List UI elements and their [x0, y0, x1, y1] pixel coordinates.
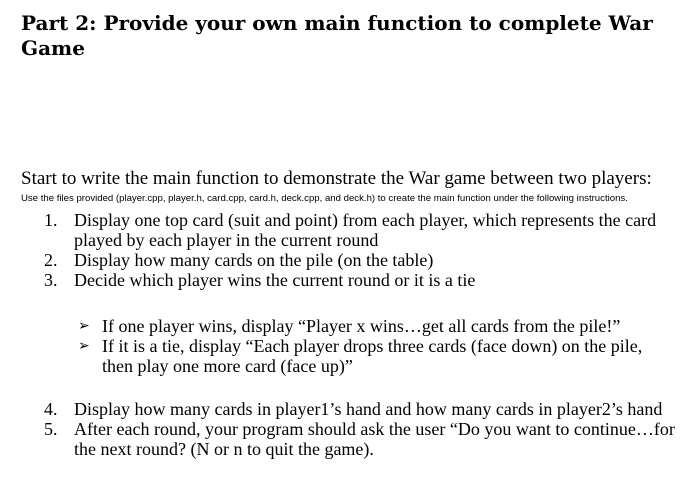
intro-text: Start to write the main function to demonstrate the War game between two players:: [21, 168, 652, 189]
instruction-list-continued: [0, 399, 684, 459]
item-number: 4.: [44, 399, 58, 419]
item-text: After each round, your program should ask the user “Do you want to continue…for the next round? (N or n to quit the game).: [74, 419, 675, 459]
bullet-text: If it is a tie, display “Each player drops three cards (face down) on the pile, then play one more card (face up)”: [102, 336, 643, 376]
item-number: 3.: [44, 270, 58, 290]
instruction-list: [0, 210, 674, 290]
page-title: Part 2: Provide your own main function to complete War Game: [21, 11, 653, 60]
bullet-item: [0, 316, 662, 336]
arrowhead-bullet-icon: ➢: [78, 318, 90, 334]
item-number: 2.: [44, 250, 58, 270]
list-item: [0, 419, 684, 459]
item-number: 5.: [44, 419, 58, 439]
bullet-text: If one player wins, display “Player x wins…get all cards from the pile!”: [102, 316, 621, 336]
list-item: [0, 210, 674, 250]
item-text: Display how many cards on the pile (on the table): [74, 250, 434, 270]
list-item: [0, 399, 684, 419]
bullet-item: [0, 336, 662, 376]
files-note: Use the files provided (player.cpp, player.h, card.cpp, card.h, deck.cpp, and deck.h) to create the main function under the following instructions.: [21, 193, 628, 204]
item-text: Decide which player wins the current round or it is a tie: [74, 270, 476, 290]
item-number: 1.: [44, 210, 58, 230]
list-item: [0, 250, 674, 270]
list-item: [0, 270, 674, 290]
arrowhead-bullet-icon: ➢: [78, 338, 90, 354]
item-text: Display one top card (suit and point) from each player, which represents the card played by each player in the current round: [74, 210, 657, 250]
item-text: Display how many cards in player1’s hand and how many cards in player2’s hand: [74, 399, 663, 419]
outcome-bullet-list: [0, 316, 662, 376]
